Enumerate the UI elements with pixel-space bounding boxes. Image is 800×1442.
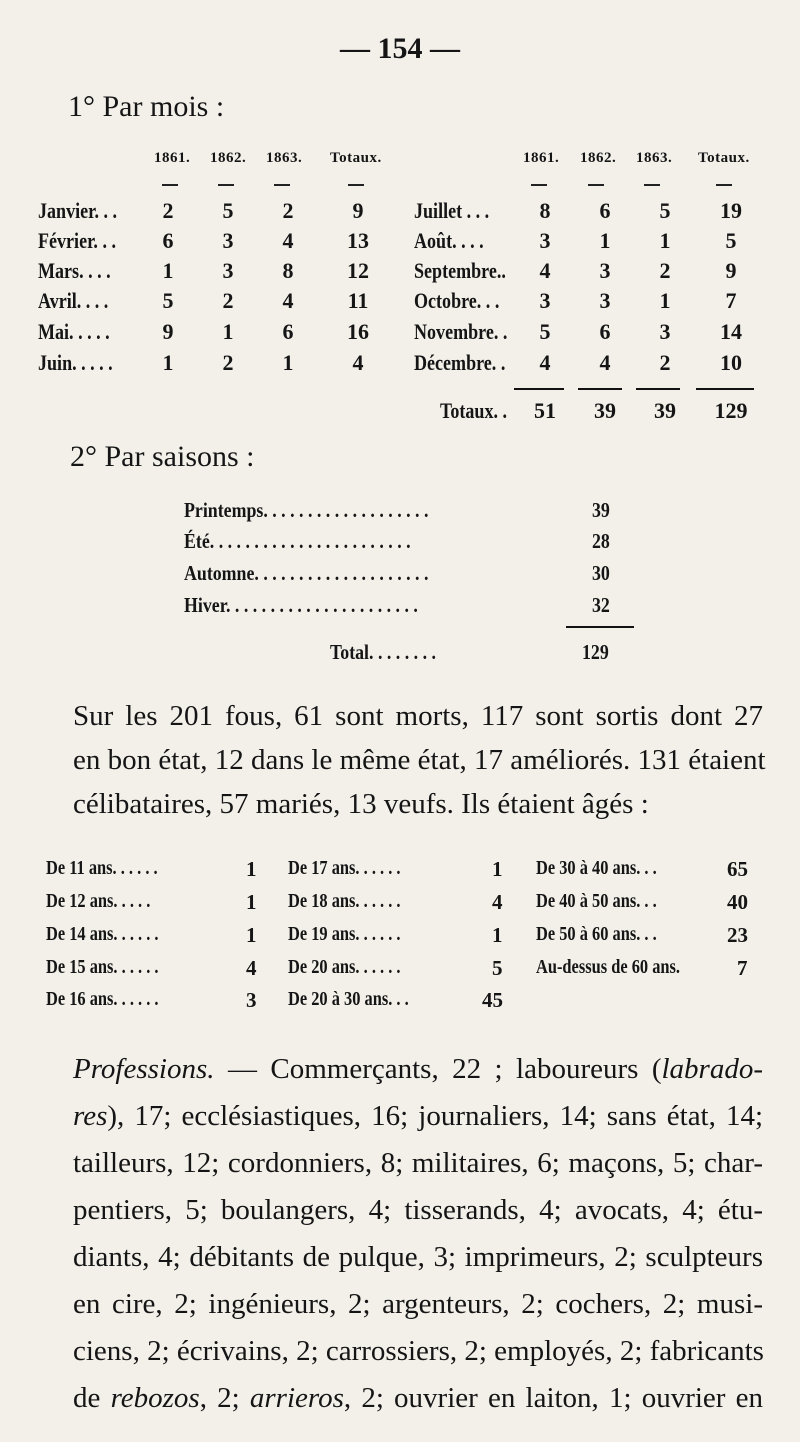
professions-italic-term: labrado-	[661, 1053, 763, 1085]
professions-text: de	[73, 1382, 111, 1414]
column-header: 1861.	[154, 150, 191, 166]
professions-text: , 2; ouvrier en laiton, 1; ouvrier en	[343, 1382, 764, 1414]
month-label: Avril. . . .	[38, 288, 109, 313]
season-total-rule	[566, 626, 634, 628]
month-value: 3	[539, 288, 551, 313]
age-count: 5	[492, 956, 503, 980]
age-count: 1	[246, 857, 257, 881]
season-label: Printemps. . . . . . . . . . . . . . . . . . .	[184, 498, 429, 522]
month-value: 3	[659, 319, 671, 344]
season-value: 28	[592, 529, 610, 553]
month-value: 4	[352, 350, 364, 375]
month-value: 4	[282, 288, 294, 313]
professions-line: en cire, 2; ingénieurs, 2; argenteurs, 2; cochers, 2; musi-	[73, 1288, 763, 1320]
age-count: 3	[246, 988, 257, 1012]
month-value: 14	[720, 319, 742, 344]
section-title-by-season: 2° Par saisons :	[70, 440, 255, 473]
summary-line: en bon état, 12 dans le même état, 17 améliorés. 131 étaient	[73, 744, 766, 776]
age-count: 7	[737, 956, 748, 980]
month-label: Novembre. .	[414, 319, 508, 344]
professions-italic-term: res	[73, 1100, 108, 1132]
professions-italic-term: arrieros	[249, 1382, 344, 1414]
month-value: 2	[162, 198, 174, 223]
month-value: 10	[720, 350, 742, 375]
month-label: Septembre..	[414, 258, 506, 283]
total-rule	[696, 388, 754, 390]
month-label: Août. . . .	[414, 228, 484, 253]
age-label: De 16 ans. . . . . .	[46, 988, 159, 1010]
season-label: Automne. . . . . . . . . . . . . . . . . . . .	[184, 561, 429, 585]
age-label: De 12 ans. . . . .	[46, 890, 151, 912]
age-count: 65	[727, 857, 748, 881]
month-value: 1	[162, 350, 174, 375]
total-value: 129	[714, 398, 748, 423]
month-value: 12	[347, 258, 369, 283]
professions-italic-term: rebozos	[110, 1382, 200, 1414]
month-value: 4	[539, 258, 551, 283]
month-value: 2	[659, 258, 671, 283]
season-label: Hiver. . . . . . . . . . . . . . . . . . . . . .	[184, 593, 418, 617]
column-header: 1862.	[210, 150, 247, 166]
season-total-label: Total. . . . . . . .	[330, 640, 436, 664]
month-value: 5	[162, 288, 174, 313]
professions-line	[73, 1046, 763, 1093]
age-label: De 17 ans. . . . . .	[288, 857, 401, 879]
month-value: 1	[659, 228, 671, 253]
month-label: Juillet . . .	[414, 198, 490, 223]
age-label: De 14 ans. . . . . .	[46, 923, 159, 945]
column-header: 1861.	[523, 150, 560, 166]
month-value: 8	[282, 258, 294, 283]
header-dash	[644, 184, 660, 186]
month-label: Juin. . . . .	[38, 350, 113, 375]
age-label: Au-dessus de 60 ans.	[536, 956, 680, 978]
month-value: 3	[599, 288, 611, 313]
header-dash	[588, 184, 604, 186]
professions-text: — Commerçants, 22 ; laboureurs (	[214, 1053, 662, 1085]
column-header: 1862.	[580, 150, 617, 166]
month-value: 5	[725, 228, 737, 253]
total-value: 39	[654, 398, 676, 423]
month-value: 6	[599, 319, 611, 344]
month-value: 8	[539, 198, 551, 223]
column-header: Totaux.	[698, 150, 750, 166]
season-label: Été. . . . . . . . . . . . . . . . . . . . . . .	[184, 529, 411, 553]
professions-line: diants, 4; débitants de pulque, 3; imprimeurs, 2; sculpteurs	[73, 1241, 763, 1273]
month-value: 3	[539, 228, 551, 253]
professions-line: ciens, 2; écrivains, 2; carrossiers, 2; employés, 2; fabricants	[73, 1335, 764, 1367]
column-header: Totaux.	[330, 150, 382, 166]
header-dash	[274, 184, 290, 186]
month-value: 1	[222, 319, 234, 344]
total-rule	[514, 388, 564, 390]
month-value: 6	[162, 228, 174, 253]
age-label: De 20 ans. . . . . .	[288, 956, 401, 978]
season-value: 32	[592, 593, 610, 617]
summary-line: célibataires, 57 mariés, 13 veufs. Ils étaient âgés :	[73, 788, 649, 820]
month-value: 2	[222, 350, 234, 375]
age-count: 1	[246, 923, 257, 947]
month-value: 1	[599, 228, 611, 253]
summary-paragraph	[73, 694, 766, 826]
header-dash	[218, 184, 234, 186]
month-value: 9	[162, 319, 174, 344]
month-value: 11	[347, 288, 369, 313]
age-count: 4	[246, 956, 257, 980]
month-label: Janvier. . .	[38, 198, 118, 223]
season-value: 30	[592, 561, 610, 585]
professions-line	[73, 1375, 763, 1422]
month-value: 3	[222, 258, 234, 283]
age-label: De 50 à 60 ans. . .	[536, 923, 657, 945]
header-dash	[531, 184, 547, 186]
age-label: De 15 ans. . . . . .	[46, 956, 159, 978]
month-value: 2	[282, 198, 294, 223]
total-value: 51	[534, 398, 556, 423]
month-label: Mars. . . .	[38, 258, 111, 283]
summary-line: Sur les 201 fous, 61 sont morts, 117 sont sortis dont 27	[73, 700, 763, 732]
month-value: 7	[725, 288, 737, 313]
header-dash	[716, 184, 732, 186]
professions-paragraph	[73, 1046, 763, 1422]
column-header: 1863.	[636, 150, 673, 166]
month-value: 9	[725, 258, 737, 283]
professions-line: tailleurs, 12; cordonniers, 8; militaires, 6; maçons, 5; char-	[73, 1147, 763, 1179]
age-count: 1	[492, 923, 503, 947]
month-label: Décembre. .	[414, 350, 506, 375]
month-value: 5	[222, 198, 234, 223]
season-value: 39	[592, 498, 610, 522]
age-label: De 18 ans. . . . . .	[288, 890, 401, 912]
month-value: 4	[282, 228, 294, 253]
totals-label: Totaux. .	[440, 398, 508, 423]
age-label: De 40 à 50 ans. . .	[536, 890, 657, 912]
month-value: 4	[539, 350, 551, 375]
age-label: De 11 ans. . . . . .	[46, 857, 158, 879]
age-count: 1	[246, 890, 257, 914]
month-label: Février. . .	[38, 228, 116, 253]
professions-text: ), 17; ecclésiastiques, 16; journaliers, 14; sans état, 14;	[107, 1100, 763, 1132]
month-value: 1	[659, 288, 671, 313]
professions-heading: Professions.	[73, 1053, 215, 1085]
month-value: 5	[659, 198, 671, 223]
month-value: 5	[539, 319, 551, 344]
professions-line: pentiers, 5; boulangers, 4; tisserands, 4; avocats, 4; étu-	[73, 1194, 763, 1226]
age-count: 4	[492, 890, 503, 914]
column-header: 1863.	[266, 150, 303, 166]
header-dash	[162, 184, 178, 186]
month-value: 3	[222, 228, 234, 253]
month-value: 13	[347, 228, 369, 253]
age-label: De 30 à 40 ans. . .	[536, 857, 657, 879]
month-value: 16	[347, 319, 369, 344]
season-total-value: 129	[582, 640, 609, 664]
age-count: 23	[727, 923, 748, 947]
age-count: 1	[492, 857, 503, 881]
age-label: De 19 ans. . . . . .	[288, 923, 401, 945]
month-value: 2	[222, 288, 234, 313]
professions-line	[73, 1093, 763, 1140]
month-value: 1	[162, 258, 174, 283]
month-label: Mai. . . . .	[38, 319, 110, 344]
month-value: 2	[659, 350, 671, 375]
page-number: — 154 —	[340, 32, 460, 65]
total-rule	[636, 388, 680, 390]
month-value: 19	[720, 198, 742, 223]
month-value: 6	[599, 198, 611, 223]
month-value: 9	[352, 198, 364, 223]
month-value: 6	[282, 319, 294, 344]
month-value: 4	[599, 350, 611, 375]
header-dash	[348, 184, 364, 186]
month-value: 3	[599, 258, 611, 283]
professions-text: , 2;	[199, 1382, 250, 1414]
month-value: 1	[282, 350, 294, 375]
age-label: De 20 à 30 ans. . .	[288, 988, 409, 1010]
total-rule	[578, 388, 622, 390]
age-count: 40	[727, 890, 748, 914]
age-count: 45	[482, 988, 503, 1012]
total-value: 39	[594, 398, 616, 423]
month-label: Octobre. . .	[414, 288, 500, 313]
section-title-by-month: 1° Par mois :	[68, 90, 225, 123]
